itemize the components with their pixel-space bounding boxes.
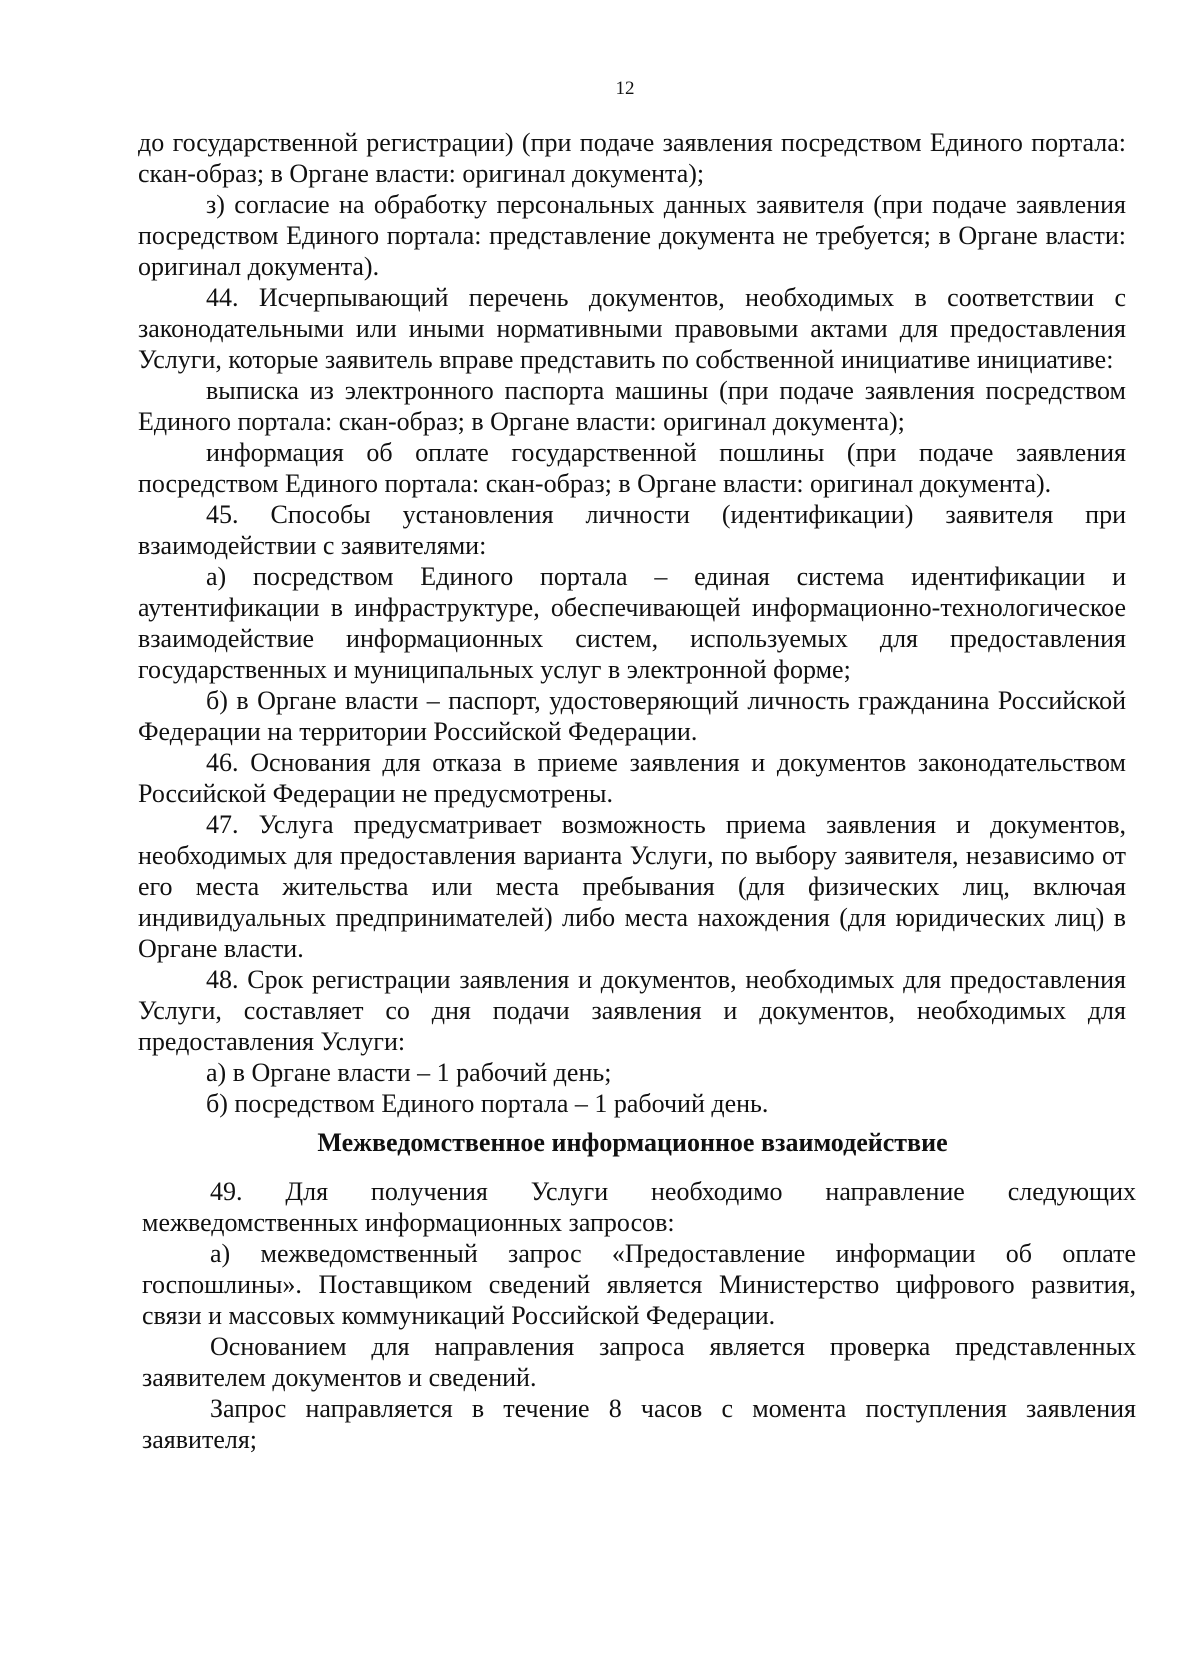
paragraph: 45. Способы установления личности (идентификации) заявителя при взаимодействии с заявителями: [138,500,1126,560]
paragraph: а) в Органе власти – 1 рабочий день; [206,1058,612,1087]
paragraph: б) посредством Единого портала – 1 рабочий день. [206,1089,769,1118]
paragraph: а) посредством Единого портала – единая система идентификации и аутентификации в инфраструктуре, обеспечивающей информационно-технологическое взаимодействие информационных систем, используемых для предоставления государственных и муниципальных услуг в электронной форме; [138,562,1126,684]
paragraph: б) в Органе власти – паспорт, удостоверяющий личность гражданина Российской Федерации на территории Российской Федерации. [138,686,1126,746]
paragraph: з) согласие на обработку персональных данных заявителя (при подаче заявления посредством Единого портала: представление документа не требуется; в Органе власти: оригинал документа). [138,190,1126,281]
paragraph: 46. Основания для отказа в приеме заявления и документов законодательством Российской Федерации не предусмотрены. [138,748,1126,808]
body-text-top [138,127,1126,1119]
page-number: 12 [615,78,635,99]
paragraph: а) межведомственный запрос «Предоставление информации об оплате госпошлины». Поставщиком сведений является Министерство цифрового развития, связи и массовых коммуникаций Российской Федерации. [142,1239,1136,1330]
body-text-bottom [142,1176,1136,1455]
paragraph: Запрос направляется в течение 8 часов с момента поступления заявления заявителя; [142,1394,1136,1454]
paragraph: до государственной регистрации) (при подаче заявления посредством Единого портала: скан-образ; в Органе власти: оригинал документа); [138,128,1126,188]
paragraph: информация об оплате государственной пошлины (при подаче заявления посредством Единого портала: скан-образ; в Органе власти: оригинал документа). [138,438,1126,498]
paragraph: 47. Услуга предусматривает возможность приема заявления и документов, необходимых для предоставления варианта Услуги, по выбору заявителя, независимо от его места жительства или места пребывания (для физических лиц, включая индивидуальных предпринимателей) либо места нахождения (для юридических лиц) в Органе власти. [138,810,1126,963]
paragraph: 48. Срок регистрации заявления и документов, необходимых для предоставления Услуги, составляет со дня подачи заявления и документов, необходимых для предоставления Услуги: [138,965,1126,1056]
paragraph: 44. Исчерпывающий перечень документов, необходимых в соответствии с законодательными или иными нормативными правовыми актами для предоставления Услуги, которые заявитель вправе представить по собственной инициативе инициативе: [138,283,1126,374]
paragraph: выписка из электронного паспорта машины (при подаче заявления посредством Единого портала: скан-образ; в Органе власти: оригинал документа); [138,376,1126,436]
section-heading: Межведомственное информационное взаимодействие [317,1128,948,1157]
paragraph: Основанием для направления запроса является проверка представленных заявителем документов и сведений. [142,1332,1136,1392]
paragraph: 49. Для получения Услуги необходимо направление следующих межведомственных информационных запросов: [142,1177,1136,1237]
